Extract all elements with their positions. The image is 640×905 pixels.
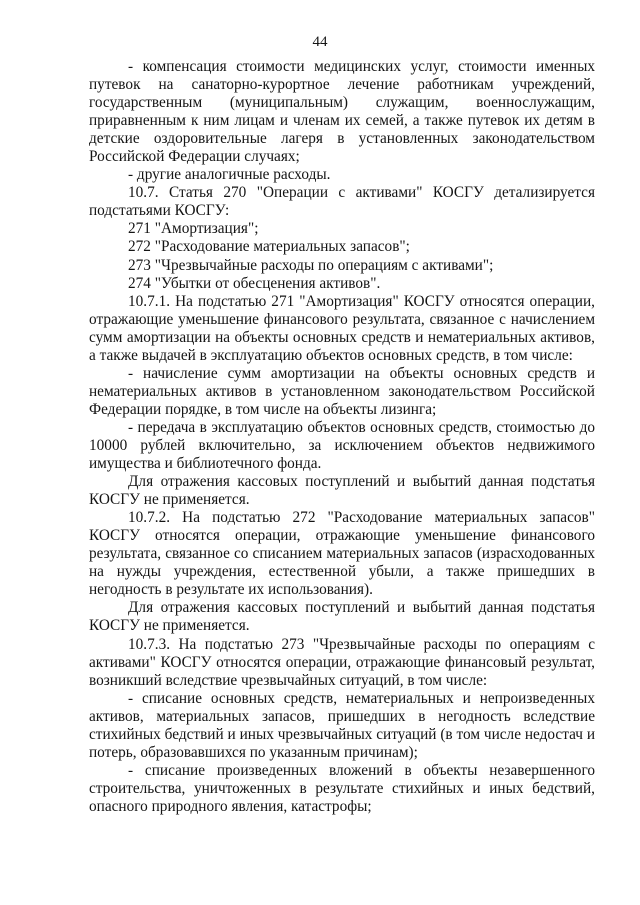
paragraph-write-off-assets: - списание основных средств, нематериальных и непроизведенных активов, материальных запасов, пришедших в негодность вследствие стихийных бедствий и иных чрезвычайных ситуаций (в том числе недостач и потерь, образовавшихся по указанным причинам); (89, 689, 595, 761)
paragraph-depreciation-accrual: - начисление сумм амортизации на объекты основных средств и нематериальных активов в установленном законодательством Российской Федерации порядке, в том числе на объекты лизинга; (89, 364, 595, 418)
page-number: 44 (312, 34, 328, 50)
paragraph-cash-not-applied-272: Для отражения кассовых поступлений и выбытий данная подстатья КОСГУ не применяется. (89, 599, 595, 635)
list-item-271: 271 "Амортизация"; (128, 220, 259, 238)
document-body (89, 58, 595, 816)
list-item-273: 273 "Чрезвычайные расходы по операциям с активами"; (128, 256, 494, 274)
paragraph-10-7-1: 10.7.1. На подстатью 271 "Амортизация" КОСГУ относятся операции, отражающие уменьшение финансового результата, связанное с начислением сумм амортизации на объекты основных средств и нематериальных активов, а также выдачей в эксплуатацию объектов основных средств, в том числе: (89, 292, 595, 364)
paragraph-cash-not-applied-271: Для отражения кассовых поступлений и выбытий данная подстатья КОСГУ не применяется. (89, 473, 595, 509)
paragraph-10-7-3: 10.7.3. На подстатью 273 "Чрезвычайные расходы по операциям с активами" КОСГУ относятся операции, отражающие финансовый результат, возникший вследствие чрезвычайных ситуаций, в том числе: (89, 635, 595, 689)
paragraph-compensation: - компенсация стоимости медицинских услуг, стоимости именных путевок на санаторно-курортное лечение работникам учреждений, государственным (муниципальным) служащим, военнослужащим, приравненным к ним лицам и членам их семей, а также путевок их детям в детские оздоровительные лагеря в установленных законодательством Российской Федерации случаях; (89, 58, 595, 166)
paragraph-10-7: 10.7. Статья 270 "Операции с активами" КОСГУ детализируется подстатьями КОСГУ: (89, 184, 595, 220)
paragraph-10-7-2: 10.7.2. На подстатью 272 "Расходование материальных запасов" КОСГУ относятся операции, отражающие уменьшение финансового результата, связанное со списанием материальных запасов (израсходованных на нужды учреждения, естественной убыли, а также пришедших в негодность в результате их использования). (89, 509, 595, 599)
paragraph-transfer-to-operation: - передача в эксплуатацию объектов основных средств, стоимостью до 10000 рублей включительно, за исключением объектов недвижимого имущества и библиотечного фонда. (89, 418, 595, 473)
list-item-274: 274 "Убытки от обесценения активов". (128, 274, 381, 292)
paragraph-write-off-construction: - списание произведенных вложений в объекты незавершенного строительства, уничтоженных в результате стихийных и иных бедствий, опасного природного явления, катастрофы; (89, 761, 595, 815)
paragraph-other-expenses: - другие аналогичные расходы. (128, 166, 331, 184)
list-item-272: 272 "Расходование материальных запасов"; (128, 238, 410, 256)
